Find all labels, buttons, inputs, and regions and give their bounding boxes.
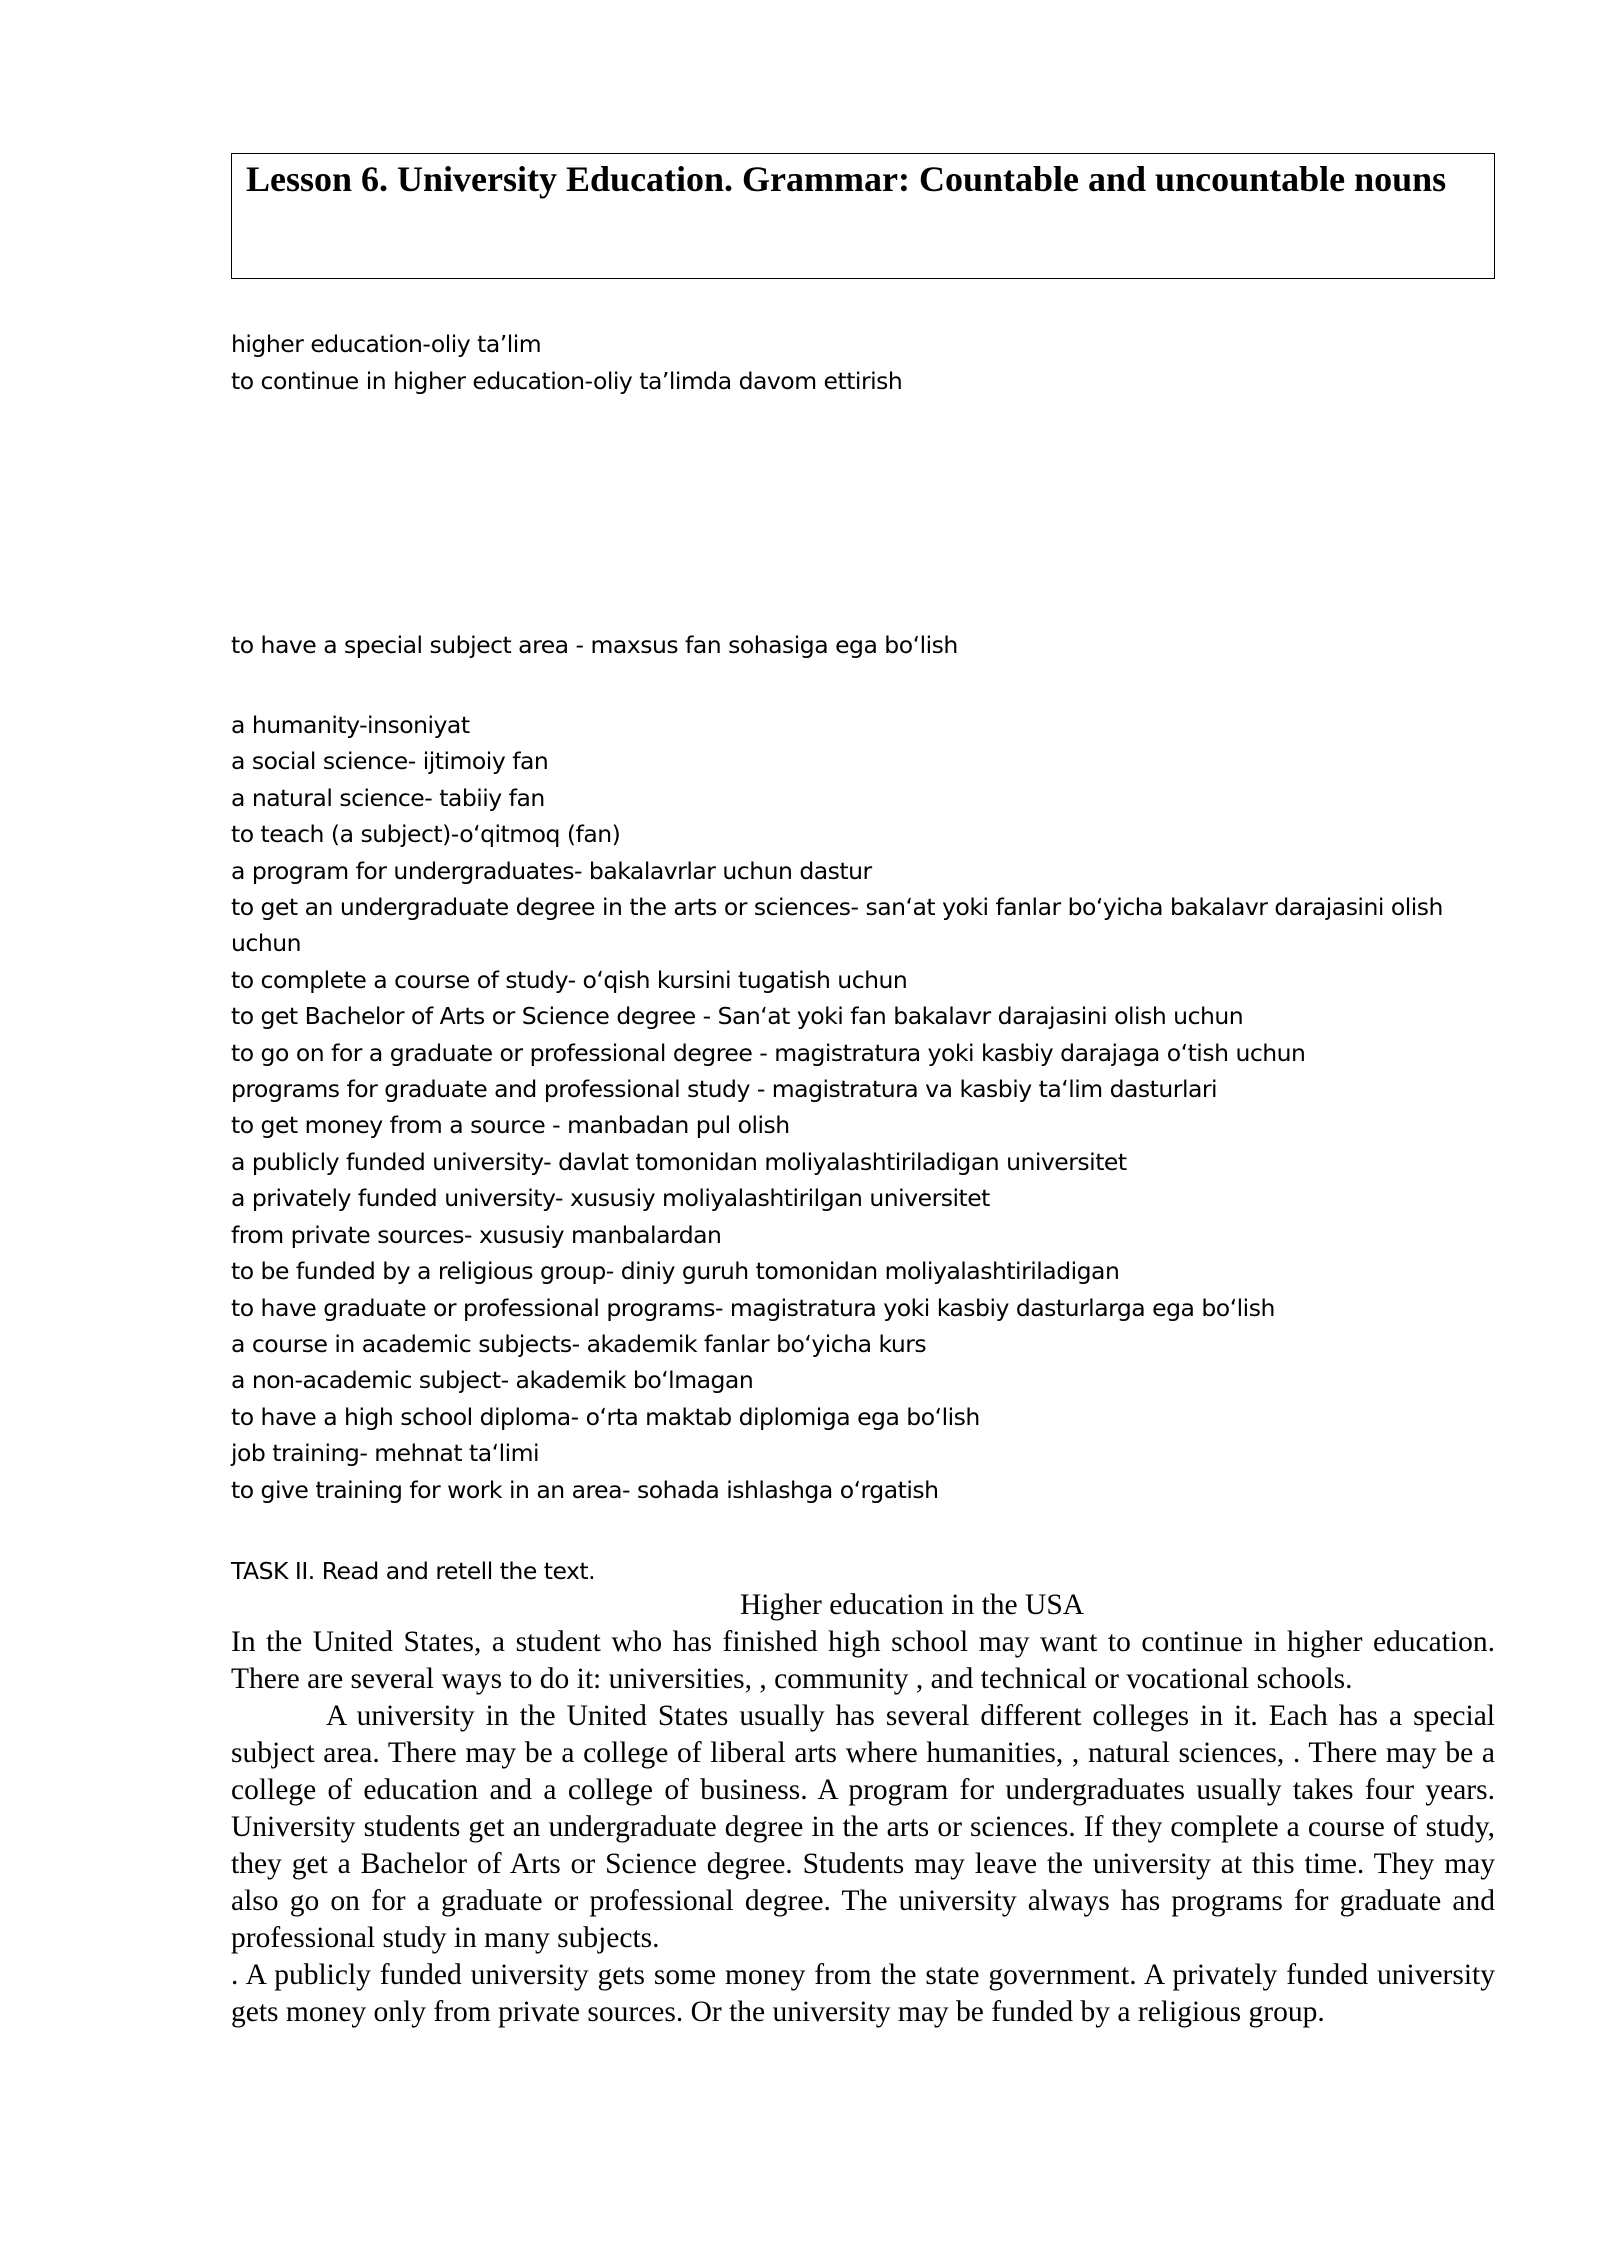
task-instruction: TASK II. Read and retell the text. <box>231 1557 596 1585</box>
vocab-item: a program for undergraduates- bakalavrlar uchun dastur <box>231 856 872 885</box>
reading-paragraph: A university in the United States usually has several different colleges in it. Each has a special subject area. There may be a college of liberal arts where humanities, , natural sciences, . There may be a college of education and a college of business. A program for undergraduates usually takes four years. University students get an undergraduate degree in the arts or sciences. If they complete a course of study, they get a Bachelor of Arts or Science degree. Students may leave the university at this time. They may also go on for a graduate or professional degree. The university always has programs for graduate and professional study in many subjects. <box>231 1700 1495 1954</box>
vocab-item: to go on for a graduate or professional degree - magistratura yoki kasbiy darajaga oʻtish uchun <box>231 1038 1306 1067</box>
vocab-item: higher education-oliy ta’lim <box>231 330 542 358</box>
reading-paragraph: In the United States, a student who has finished high school may want to continue in higher education. There are several ways to do it: universities, , community , and technical or vocational schools. <box>231 1626 1495 1695</box>
vocab-item: job training- mehnat taʻlimi <box>231 1439 540 1468</box>
vocab-item: a social science- ijtimoiy fan <box>231 747 549 776</box>
reading-paragraph: . A publicly funded university gets some money from the state government. A privately funded university gets money only from private sources. Or the university may be funded by a religious group. <box>231 1959 1495 2028</box>
vocab-item: a non-academic subject- akademik boʻlmagan <box>231 1366 754 1395</box>
vocabulary-list-b <box>231 627 1501 664</box>
vocab-item: a natural science- tabiiy fan <box>231 783 545 812</box>
vocab-item: to be funded by a religious group- diniy guruh tomonidan moliyalashtiriladigan <box>231 1257 1120 1286</box>
vocab-item: to have graduate or professional programs- magistratura yoki kasbiy dasturlarga ega boʻlish <box>231 1293 1275 1322</box>
vocab-item: a course in academic subjects- akademik fanlar boʻyicha kurs <box>231 1329 927 1358</box>
vocab-item: a privately funded university- xususiy moliyalashtirilgan universitet <box>231 1184 990 1213</box>
vocab-item: to have a special subject area - maxsus fan sohasiga ega boʻlish <box>231 631 958 659</box>
vocab-item: to have a high school diploma- oʻrta maktab diplomiga ega boʻlish <box>231 1402 980 1431</box>
vocab-item: from private sources- xususiy manbalardan <box>231 1220 722 1249</box>
vocab-item: to complete a course of study- oʻqish kursini tugatish uchun <box>231 965 908 994</box>
vocab-item: a publicly funded university- davlat tomonidan moliyalashtiriladigan universitet <box>231 1147 1127 1176</box>
vocab-item: to give training for work in an area- sohada ishlashga oʻrgatish <box>231 1475 939 1504</box>
vocab-item: to teach (a subject)-oʻqitmoq (fan) <box>231 820 621 849</box>
vocabulary-list-a <box>231 326 1501 399</box>
reading-text <box>231 1587 1495 2031</box>
lesson-title-box <box>231 153 1495 279</box>
vocab-item: to get Bachelor of Arts or Science degree - Sanʻat yoki fan bakalavr darajasini olish uchun <box>231 1002 1244 1031</box>
vocabulary-list-c <box>231 707 1501 1508</box>
vocab-item: to continue in higher education-oliy ta’limda davom ettirish <box>231 366 903 395</box>
vocab-item: to get an undergraduate degree in the arts or sciences- sanʻat yoki fanlar boʻyicha bakalavr darajasini olish uchun <box>231 893 1443 958</box>
vocab-item: programs for graduate and professional study - magistratura va kasbiy taʻlim dasturlari <box>231 1075 1218 1104</box>
lesson-title: Lesson 6. University Education. Grammar: Countable and uncountable nouns <box>246 159 1447 199</box>
vocab-item: to get money from a source - manbadan pul olish <box>231 1111 790 1140</box>
reading-heading: Higher education in the USA <box>739 1589 1085 1621</box>
vocab-item: a humanity-insoniyat <box>231 711 470 739</box>
